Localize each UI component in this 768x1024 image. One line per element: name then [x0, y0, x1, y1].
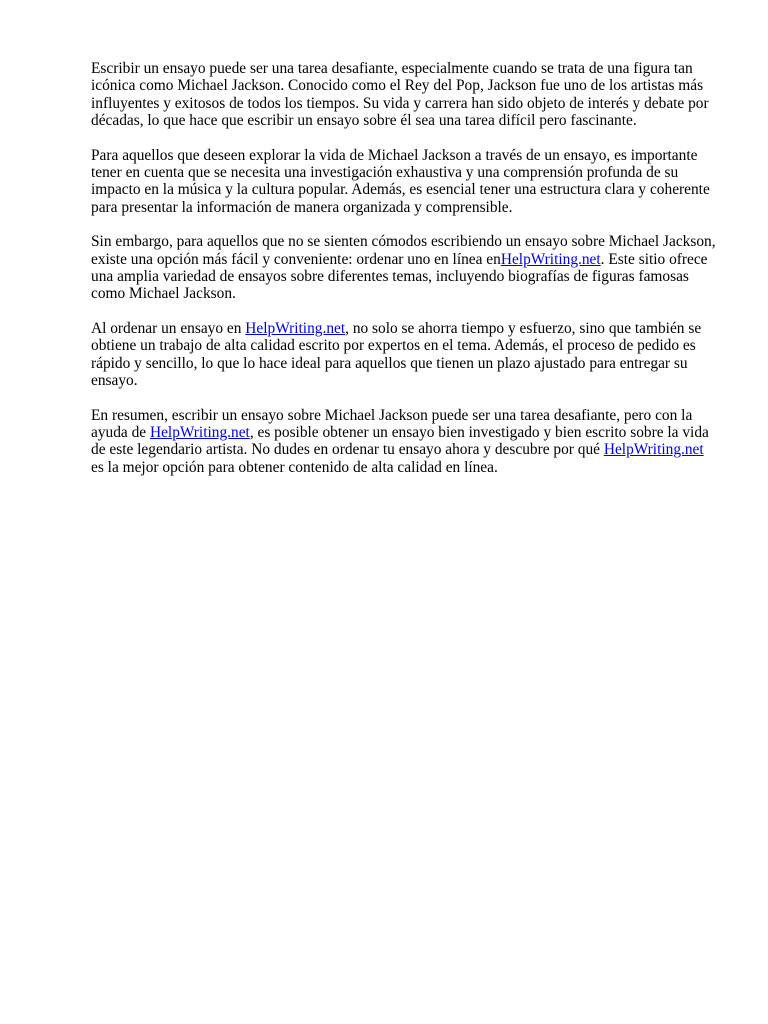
text-segment: , es posible obtener un ensayo bien investigado y bien escrito sobre la vida	[249, 424, 709, 442]
paragraph-benefits	[91, 320, 731, 389]
helpwriting-link[interactable]: HelpWriting.net	[149, 424, 250, 442]
paragraph-conclusion	[91, 407, 731, 476]
text-line: tener en cuenta que se necesita una investigación exhaustiva y una comprensión profunda de su	[91, 163, 679, 181]
text-line: para presentar la información de manera organizada y comprensible.	[91, 198, 513, 216]
helpwriting-link[interactable]: HelpWriting.net	[245, 320, 346, 338]
text-line: obtiene un trabajo de alta calidad escrito por expertos en el tema. Además, el proceso de pedido es	[91, 337, 696, 355]
text-line: rápido y sencillo, lo que lo hace ideal para aquellos que tienen un plazo ajustado para entregar su	[91, 354, 688, 372]
text-line: influyentes y exitosos de todos los tiempos. Su vida y carrera han sido objeto de interés y debate por	[91, 94, 709, 112]
helpwriting-link[interactable]: HelpWriting.net	[500, 250, 601, 268]
text-segment: Al ordenar un ensayo en	[91, 320, 246, 338]
text-segment: ayuda de	[91, 424, 150, 442]
paragraph-research	[91, 147, 731, 216]
text-line: icónica como Michael Jackson. Conocido como el Rey del Pop, Jackson fue uno de los artistas más	[91, 77, 704, 95]
text-line: Sin embargo, para aquellos que no se sienten cómodos escribiendo un ensayo sobre Michael Jackson,	[91, 233, 716, 251]
text-line	[91, 424, 731, 441]
text-line: una amplia variedad de ensayos sobre diferentes temas, incluyendo biografías de figuras famosas	[91, 267, 689, 285]
text-segment: , no solo se ahorra tiempo y esfuerzo, sino que también se	[345, 320, 702, 338]
text-line: es la mejor opción para obtener contenido de alta calidad en línea.	[91, 458, 498, 476]
text-line: impacto en la música y la cultura popular. Además, es esencial tener una estructura clara y coherente	[91, 181, 710, 199]
text-segment: existe una opción más fácil y conveniente: ordenar uno en línea en	[91, 250, 501, 268]
text-line: Escribir un ensayo puede ser una tarea desafiante, especialmente cuando se trata de una figura tan	[91, 60, 693, 77]
paragraph-order-online	[91, 233, 731, 302]
paragraph-intro	[91, 60, 731, 129]
document-page	[91, 60, 731, 493]
helpwriting-link[interactable]: HelpWriting.net	[603, 441, 704, 459]
text-line: décadas, lo que hace que escribir un ensayo sobre él sea una tarea difícil pero fascinante.	[91, 111, 637, 129]
text-line	[91, 441, 731, 458]
text-line: ensayo.	[91, 371, 138, 389]
text-line	[91, 320, 731, 337]
text-segment: . Este sitio ofrece	[600, 250, 708, 268]
text-segment: de este legendario artista. No dudes en ordenar tu ensayo ahora y descubre por qué	[91, 441, 604, 459]
text-line	[91, 251, 731, 268]
text-line: como Michael Jackson.	[91, 285, 236, 303]
text-line: Para aquellos que deseen explorar la vida de Michael Jackson a través de un ensayo, es importante	[91, 146, 698, 164]
text-line: En resumen, escribir un ensayo sobre Michael Jackson puede ser una tarea desafiante, pero con la	[91, 406, 693, 424]
